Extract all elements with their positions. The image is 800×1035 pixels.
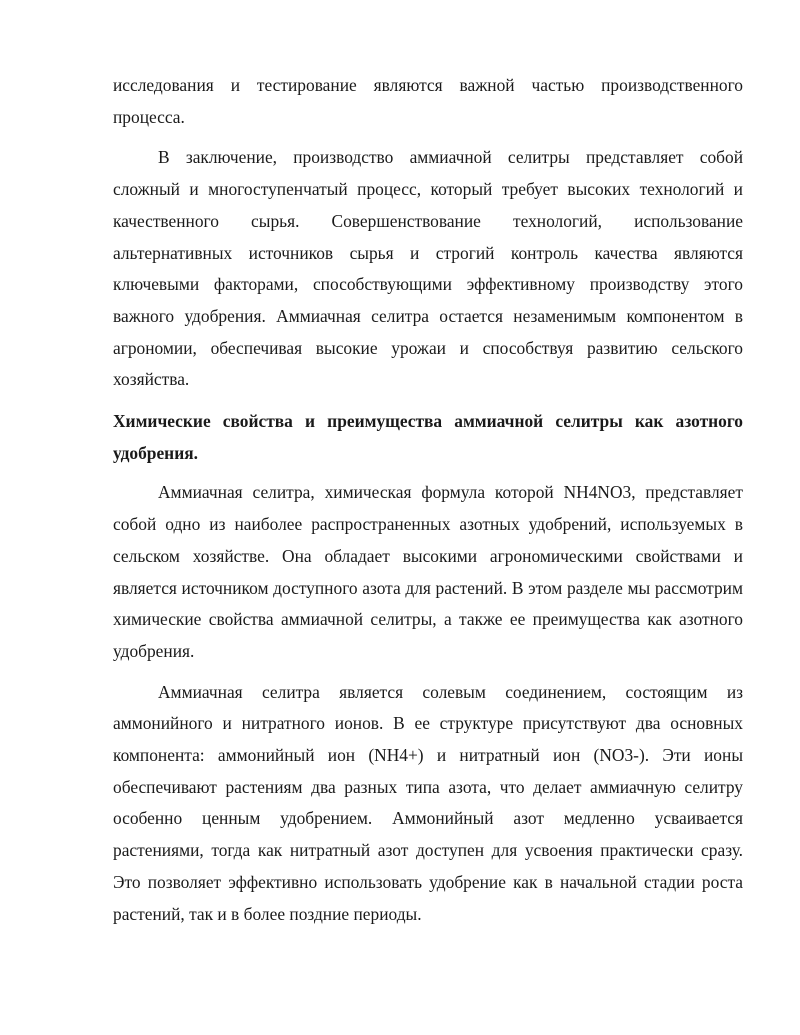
paragraph-conclusion: В заключение, производство аммиачной селитры представляет собой сложный и многоступенчатый процесс, который требует высоких технологий и качественного сырья. Совершенствование технологий, использование альтернативных источников сырья и строгий контроль качества являются ключевыми факторами, способствующими эффективному производству этого важного удобрения. Аммиачная селитра остается незаменимым компонентом в агрономии, обеспечивая высокие урожаи и способствуя развитию сельского хозяйства. [113,147,743,390]
section-heading: Химические свойства и преимущества аммиачной селитры как азотного удобрения. [113,411,743,463]
paragraph-structure: Аммиачная селитра является солевым соединением, состоящим из аммонийного и нитратного ионов. В ее структуре присутствуют два основных компонента: аммонийный ион (NH4+) и нитратный ион (NO3-). Эти ионы обеспечивают растениям два разных типа азота, что делает аммиачную селитру особенно ценным удобрением. Аммонийный азот медленно усваивается растениями, тогда как нитратный азот доступен для усвоения практически сразу. Это позволяет эффективно использовать удобрение как в начальной стадии роста растений, так и в более поздние периоды. [113,681,743,924]
paragraph-continuation: исследования и тестирование являются важной частью производственного процесса. [113,75,743,127]
document-page [113,70,743,930]
paragraph-intro: Аммиачная селитра, химическая формула которой NH4NO3, представляет собой одно из наиболее распространенных азотных удобрений, используемых в сельском хозяйстве. Она обладает высокими агрономическими свойствами и является источником доступного азота для растений. В этом разделе мы рассмотрим химические свойства аммиачной селитры, а также ее преимущества как азотного удобрения. [113,482,743,661]
